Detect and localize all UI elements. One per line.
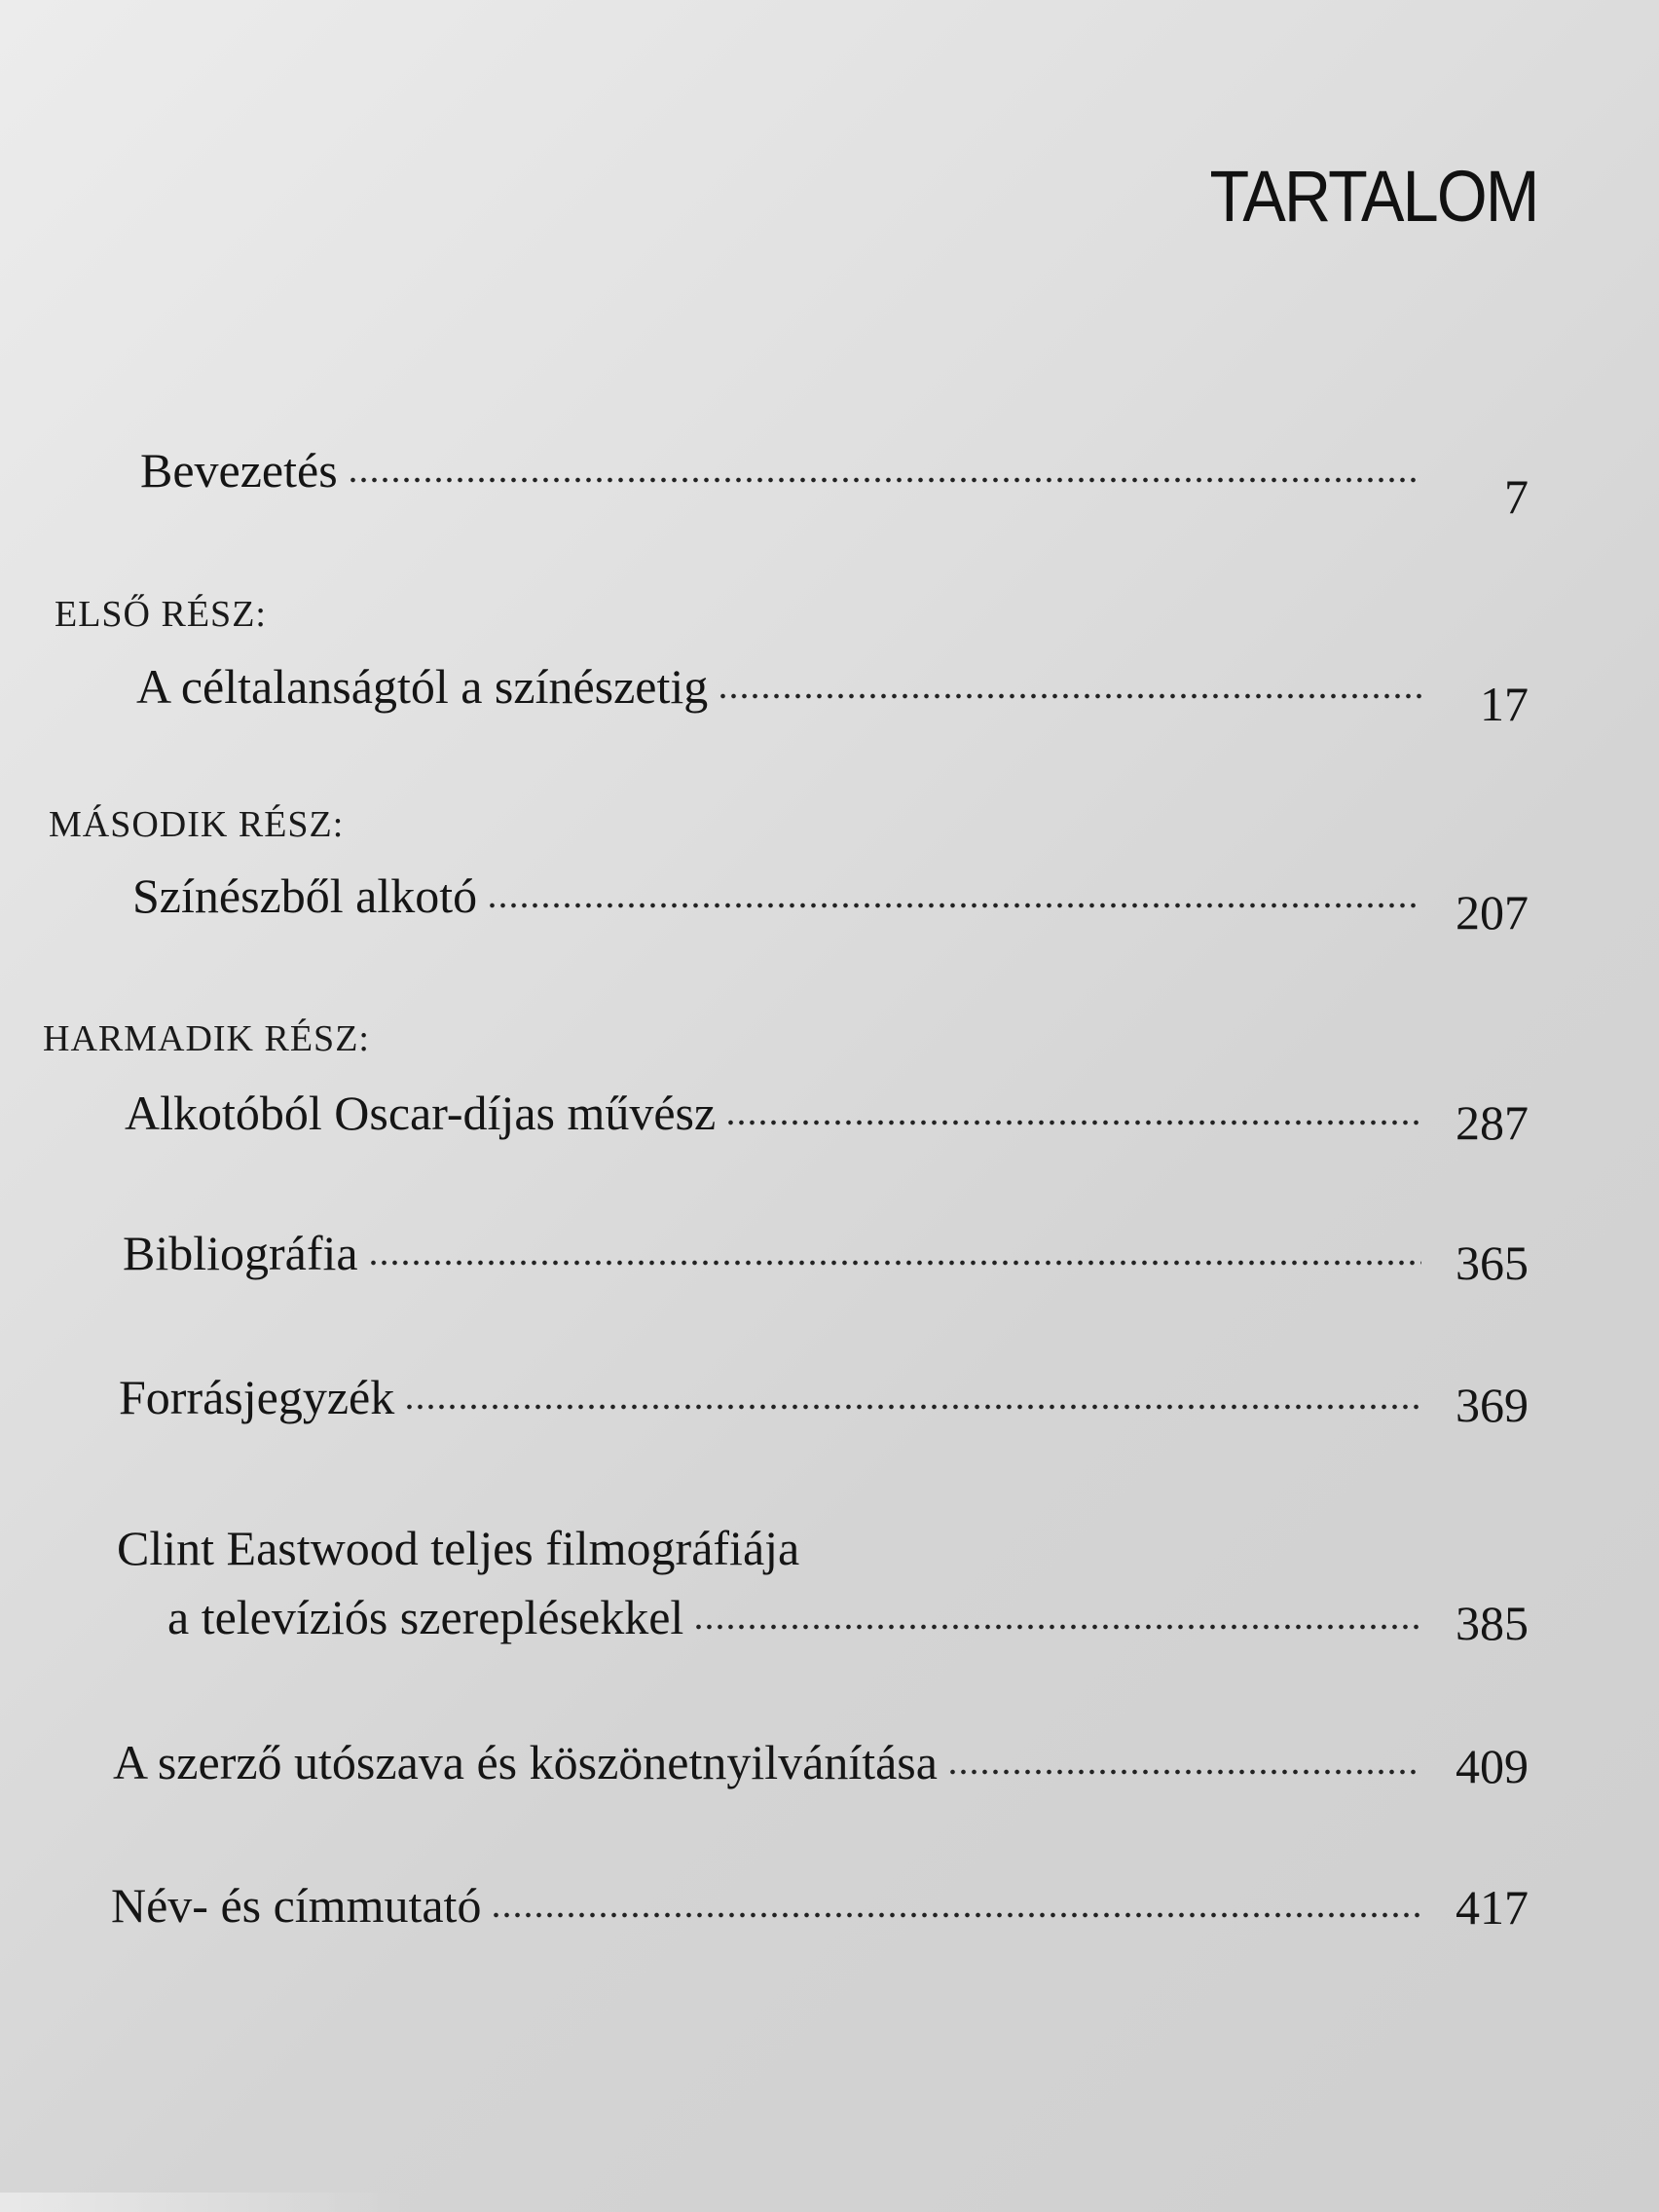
dot-leader xyxy=(725,1117,1421,1128)
toc-entry-page: 369 xyxy=(1456,1378,1529,1432)
toc-entry-title: Színészből alkotó xyxy=(132,868,478,923)
toc-entry-title: Alkotóból Oscar-díjas művész xyxy=(125,1086,717,1140)
part-label: MÁSODIK RÉSZ: xyxy=(49,804,345,845)
toc-entry xyxy=(136,652,1421,714)
toc-entry-title: A céltalanságtól a színészetig xyxy=(136,659,709,714)
toc-entry-title: Bibliográfia xyxy=(123,1226,358,1280)
toc-entry-title: a televíziós szereplésekkel xyxy=(167,1590,684,1644)
toc-entry-page: 365 xyxy=(1456,1235,1529,1290)
toc-entry-title: Forrásjegyzék xyxy=(119,1370,395,1424)
toc-entry xyxy=(167,1583,1421,1644)
toc-entry-page: 287 xyxy=(1456,1095,1529,1150)
dot-leader xyxy=(487,900,1421,911)
toc-entry-title: A szerző utószava és köszönetnyilvánítása xyxy=(113,1735,938,1789)
toc-entry-page: 7 xyxy=(1504,469,1529,524)
toc-entry xyxy=(113,1728,1421,1787)
dot-leader xyxy=(491,1909,1421,1921)
toc-entry xyxy=(125,1079,1421,1140)
toc-entry-page: 17 xyxy=(1480,677,1529,731)
toc-entry-title-line1: Clint Eastwood teljes filmográfiája xyxy=(117,1521,800,1575)
dot-leader xyxy=(718,690,1421,702)
toc-entry xyxy=(132,862,1421,923)
dot-leader xyxy=(368,1257,1421,1269)
dot-leader xyxy=(947,1766,1421,1778)
toc-entry-title: Bevezetés xyxy=(140,443,338,498)
toc-entry xyxy=(111,1871,1421,1933)
dot-leader xyxy=(348,474,1421,486)
dot-leader xyxy=(693,1621,1421,1633)
part-label: ELSŐ RÉSZ: xyxy=(55,594,267,635)
part-label: HARMADIK RÉSZ: xyxy=(43,1018,370,1059)
toc-entry-title: Név- és címmutató xyxy=(111,1878,482,1933)
toc-entry xyxy=(119,1363,1421,1424)
toc-entry-page: 207 xyxy=(1456,885,1529,940)
toc-entry-page: 417 xyxy=(1456,1880,1529,1935)
toc-entry-page: 409 xyxy=(1456,1739,1529,1793)
watermark xyxy=(0,2193,409,2212)
toc-entry xyxy=(140,436,1421,498)
toc-entry-page: 385 xyxy=(1456,1596,1529,1650)
dot-leader xyxy=(404,1401,1421,1413)
toc-entry xyxy=(123,1219,1421,1280)
page-title: TARTALOM xyxy=(1209,156,1538,237)
